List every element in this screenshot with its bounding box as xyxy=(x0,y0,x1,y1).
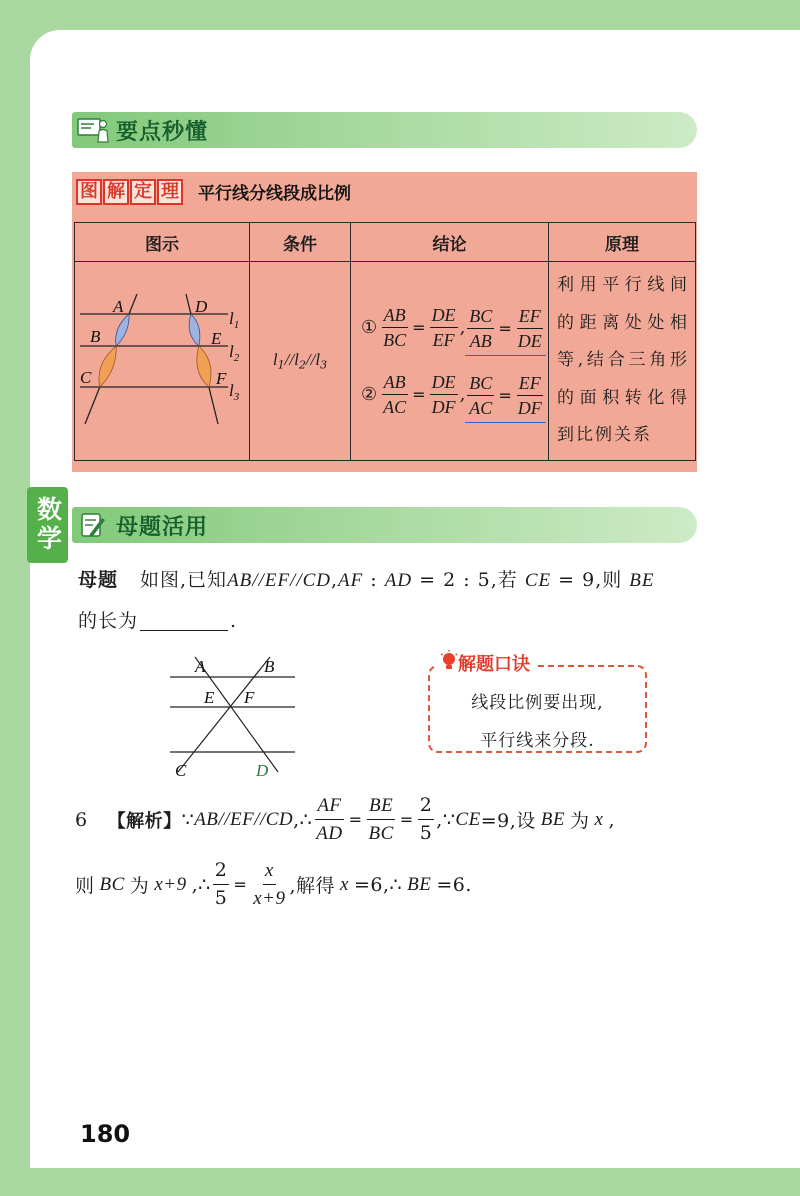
solution-math: BC xyxy=(99,873,125,895)
fraction: $\frac{AF}{AD}$ xyxy=(314,792,344,847)
point-label-d: D xyxy=(195,297,208,316)
notepad-pencil-icon xyxy=(76,510,110,540)
solution-math: AB//EF//CD xyxy=(194,808,294,830)
solution-text: 为 xyxy=(569,810,590,832)
solution-text: ,∵ xyxy=(436,808,456,831)
solution-text: ,解得 xyxy=(289,875,336,897)
equals-sign: = xyxy=(348,810,363,829)
condition-sub: 3 xyxy=(320,358,328,372)
section-header-key-points xyxy=(72,112,697,148)
problem-math: AB//EF//CD xyxy=(227,570,331,591)
parallel-lines-figure xyxy=(75,262,248,456)
fraction: $\frac{EF}{DE}$ xyxy=(517,305,542,351)
solution-line-2 xyxy=(75,857,472,912)
subject-tab xyxy=(27,487,68,563)
lens-ab xyxy=(116,314,129,346)
equals-sign: = xyxy=(412,318,426,337)
solution-text: ,∴ xyxy=(191,873,211,896)
problem-figure xyxy=(165,650,300,780)
badge-char: 理 xyxy=(157,179,183,205)
point-label-e: E xyxy=(204,688,215,707)
badge-char: 定 xyxy=(130,179,156,205)
solution-text: =9,设 xyxy=(480,810,536,832)
table-row xyxy=(75,262,696,461)
figure-cell xyxy=(75,262,250,461)
fraction: $\frac{2}{5}$ xyxy=(419,794,433,844)
fraction: $\frac{DE}{EF}$ xyxy=(431,305,456,350)
point-label-a: A xyxy=(113,297,124,316)
point-label-c: C xyxy=(80,368,92,387)
conclusion-cell xyxy=(351,262,549,461)
solution-line-1 xyxy=(75,792,615,847)
point-label-b: B xyxy=(264,657,275,676)
theorem-title: 平行线分线段成比例 xyxy=(198,184,351,204)
comma: , xyxy=(459,317,466,338)
condition-cell xyxy=(250,262,351,461)
solution-math: CE xyxy=(455,808,481,830)
fraction: $\frac{BC}{AB}$ xyxy=(469,305,493,351)
problem-text: 的长为 xyxy=(78,610,139,632)
lens-ef xyxy=(197,346,211,387)
solution-text: =6,∴ xyxy=(353,873,403,896)
line-label-l3: $l_3$ xyxy=(229,381,240,403)
fraction: $\frac{DE}{DF}$ xyxy=(431,372,456,417)
problem-math: BE xyxy=(629,570,655,591)
lens-bc xyxy=(99,346,116,387)
point-label-b: B xyxy=(90,327,101,346)
principle-line: 等,结合三角形 xyxy=(557,350,687,370)
problem-math: CE xyxy=(524,570,552,591)
condition-sub: 2 xyxy=(298,358,306,372)
theorem-table xyxy=(74,222,696,461)
equals-sign: = xyxy=(412,385,426,404)
point-label-f: F xyxy=(244,688,255,707)
problem-label: 母题 xyxy=(78,569,119,591)
equals-sign: = xyxy=(498,385,512,405)
conclusion-marker: ① xyxy=(361,317,378,338)
condition-line: l xyxy=(315,350,321,370)
tip-header xyxy=(436,650,534,680)
underlined-ratio xyxy=(465,371,545,423)
principle-cell xyxy=(549,262,696,461)
fraction: $\frac{AB}{BC}$ xyxy=(383,305,407,350)
theorem-badge xyxy=(76,179,184,205)
principle-line: 到比例关系 xyxy=(557,425,652,445)
point-label-e: E xyxy=(211,329,222,348)
principle-line: 利用平行线间 xyxy=(557,275,687,295)
line-label-l2: $l_2$ xyxy=(229,342,240,364)
header-principle: 原理 xyxy=(549,223,696,262)
line-label-l1: $l_1$ xyxy=(229,309,240,331)
point-label-a: A xyxy=(195,657,206,676)
problem-text: , xyxy=(331,569,339,591)
conclusion-2 xyxy=(361,370,548,419)
condition-line: l xyxy=(272,350,278,370)
fraction: $\frac{2}{5}$ xyxy=(214,859,228,909)
problem-text: = 9,则 xyxy=(551,569,630,591)
comma: , xyxy=(459,384,466,405)
solution-math: x+9 xyxy=(154,873,187,895)
solution-math: BE xyxy=(407,873,432,895)
teacher-board-icon xyxy=(76,115,110,145)
point-label-d: D xyxy=(256,761,269,780)
header-condition: 条件 xyxy=(250,223,351,262)
badge-char: 解 xyxy=(103,179,129,205)
header-figure: 图示 xyxy=(75,223,250,262)
problem-text: = 2 : 5,若 xyxy=(412,569,525,591)
problem-math: AD xyxy=(384,570,413,591)
solution-math: x xyxy=(340,873,349,895)
principle-text xyxy=(549,262,695,455)
problem-line-2 xyxy=(78,606,237,636)
solution-text: =6. xyxy=(436,873,472,896)
fraction: $\frac{BE}{BC}$ xyxy=(367,792,396,847)
conclusion-marker: ② xyxy=(361,384,378,405)
principle-line: 的距离处处相 xyxy=(557,312,687,333)
section-title: 母题活用 xyxy=(116,515,209,540)
underlined-ratio xyxy=(465,304,545,356)
table-header-row xyxy=(75,223,696,262)
subject-tab-label: 数学 xyxy=(33,496,63,554)
point-label-c: C xyxy=(175,761,187,780)
equals-sign: = xyxy=(233,875,248,894)
fraction: $\frac{x}{x+9}$ xyxy=(251,857,287,912)
lightbulb-icon xyxy=(440,650,458,680)
page-number: 180 xyxy=(80,1120,131,1148)
analysis-tag: 【解析】 xyxy=(107,810,182,832)
parallel-sign: // xyxy=(284,350,295,370)
solution-text: 则 xyxy=(75,875,95,897)
fraction: $\frac{AB}{AC}$ xyxy=(383,372,407,417)
line-bc xyxy=(178,657,270,772)
condition-line: l xyxy=(294,350,299,370)
parallel-sign: // xyxy=(305,350,316,370)
conclusion-1 xyxy=(361,303,548,352)
equals-sign: = xyxy=(498,318,512,338)
answer-blank[interactable] xyxy=(140,608,228,631)
problem-line-1 xyxy=(78,565,655,596)
badge-char: 图 xyxy=(76,179,102,205)
tip-title: 解题口诀 xyxy=(458,654,530,675)
theorem-box xyxy=(72,172,697,472)
fraction: $\frac{BC}{AC}$ xyxy=(469,372,493,418)
solution-math: BE xyxy=(540,808,565,830)
condition-sub: 1 xyxy=(277,358,285,372)
tip-text xyxy=(428,684,647,760)
point-label-f: F xyxy=(216,369,227,388)
section-header-practice xyxy=(72,507,697,543)
problem-text: 如图,已知 xyxy=(140,569,228,591)
solution-text: ,∴ xyxy=(293,808,313,831)
problem-text: : xyxy=(363,569,385,591)
problem-text: . xyxy=(230,610,238,632)
solution-text: 为 xyxy=(129,875,150,897)
principle-line: 的面积转化得 xyxy=(557,387,687,408)
fraction: $\frac{EF}{DF}$ xyxy=(517,372,542,418)
problem-math: AF xyxy=(338,570,364,591)
solution-text: , xyxy=(608,808,615,831)
because-sign: ∵ xyxy=(181,808,195,831)
tip-line: 平行线来分段. xyxy=(480,731,595,751)
answer-value: 6 xyxy=(75,808,88,831)
solution-math: x xyxy=(594,808,604,830)
tip-line: 线段比例要出现, xyxy=(471,693,604,713)
lens-de xyxy=(189,314,200,346)
equals-sign: = xyxy=(399,810,414,829)
section-title: 要点秒懂 xyxy=(116,120,209,145)
header-conclusion: 结论 xyxy=(351,223,549,262)
